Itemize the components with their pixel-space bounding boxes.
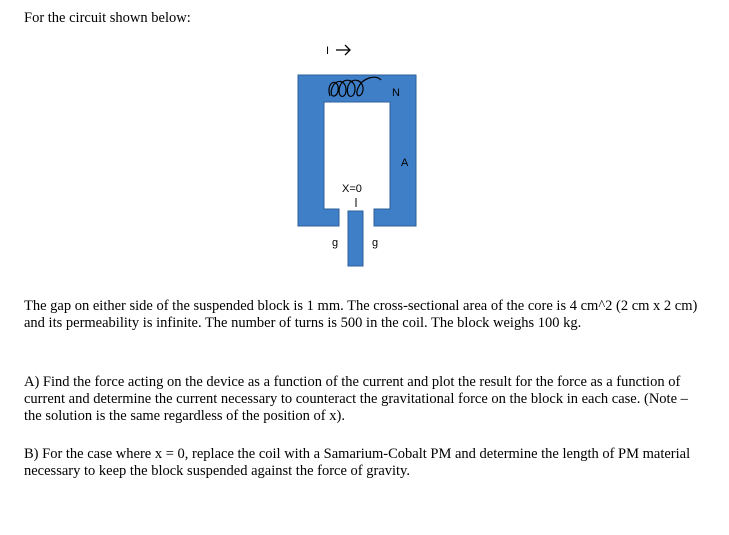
intro-text: For the circuit shown below: [24,10,191,26]
gap-right-label: g [372,237,379,249]
current-label: I [326,45,330,57]
suspended-block [348,211,363,266]
gap-left-label: g [332,237,339,249]
turns-label: N [392,87,400,99]
area-label: A [401,157,409,169]
problem-statement: The gap on either side of the suspended block is 1 mm. The cross-sectional area of the core is 4 cm^2 (2 cm x 2 cm) and its permeability is infinite. The number of turns is 500 in the coil. The block weighs 100 kg. [24,298,698,331]
question-b: B) For the case where x = 0, replace the coil with a Samarium-Cobalt PM and determine the length of PM material necessary to keep the block suspended against the force of gravity. [24,446,691,479]
current-arrow-icon [336,45,350,55]
question-a: A) Find the force acting on the device as a function of the current and plot the result for the force as a function of current and determine the current necessary to counteract the gravitational force on the block in each case. (Note – the solution is the same regardless of the position of x). [24,374,688,424]
position-label: X=0 [342,183,362,195]
